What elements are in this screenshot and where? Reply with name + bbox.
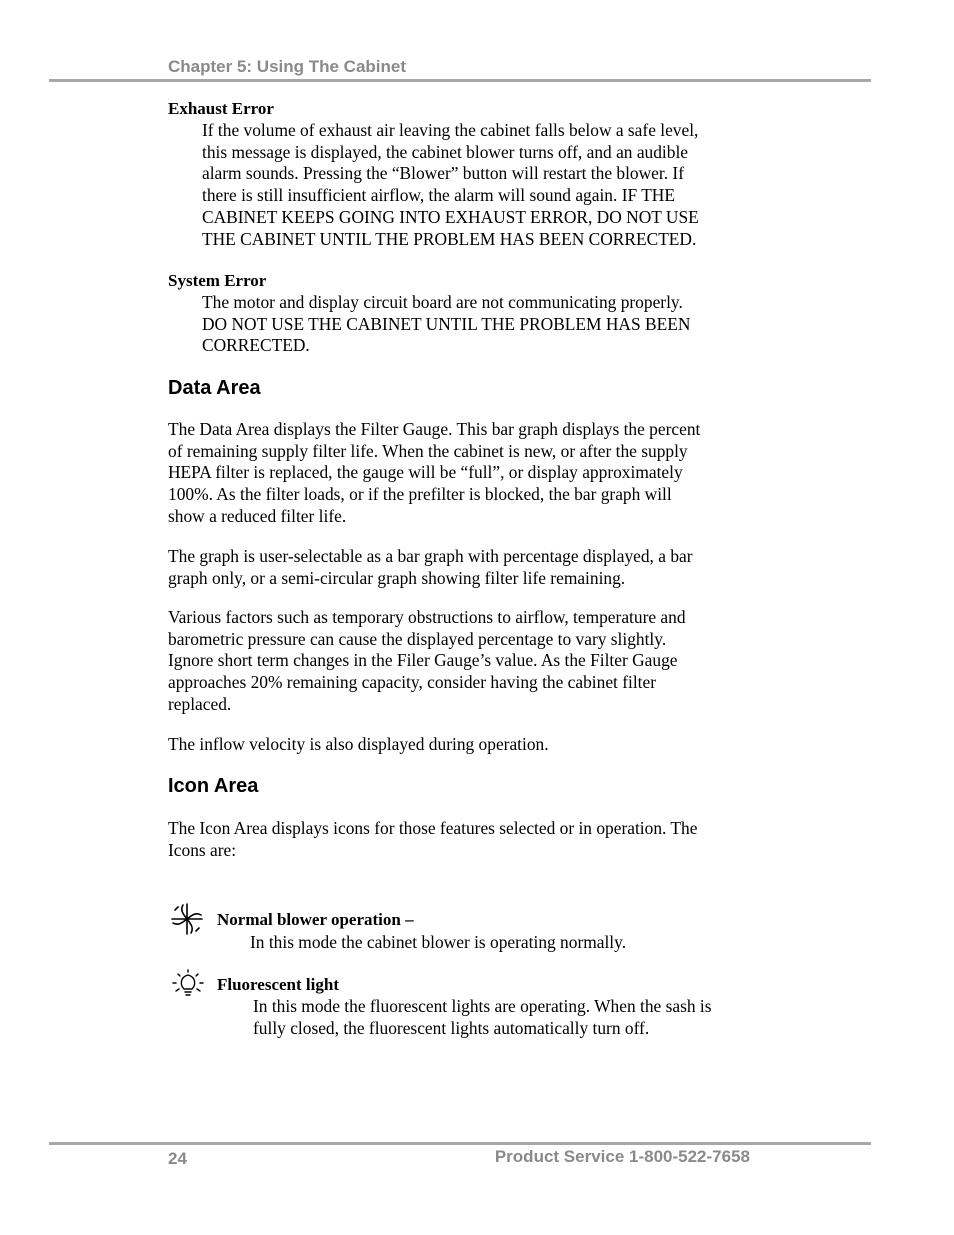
fluorescent-icon-description bbox=[253, 996, 773, 1039]
text-line: graph only, or a semi-circular graph showing filter life remaining. bbox=[168, 567, 626, 588]
data-area-paragraph bbox=[168, 546, 758, 589]
text-line: If the volume of exhaust air leaving the cabinet falls below a safe level, bbox=[202, 120, 699, 140]
text-line: Various factors such as temporary obstructions to airflow, temperature and bbox=[168, 607, 686, 627]
text-line: there is still insufficient airflow, the alarm will sound again. IF THE bbox=[202, 185, 675, 206]
text-line: The motor and display circuit board are not communicating properly. bbox=[202, 292, 683, 312]
text-line: fully closed, the fluorescent lights automatically turn off. bbox=[253, 1017, 650, 1038]
text-line: The inflow velocity is also displayed during operation. bbox=[168, 734, 549, 754]
text-line: replaced. bbox=[168, 693, 232, 714]
text-line: Ignore short term changes in the Filer Gauge’s value. As the Filter Gauge bbox=[168, 650, 678, 671]
fluorescent-icon-label: Fluorescent light bbox=[217, 975, 339, 994]
text-line: The Icon Area displays icons for those features selected or in operation. The bbox=[168, 818, 698, 838]
text-line: THE CABINET UNTIL THE PROBLEM HAS BEEN CORRECTED. bbox=[202, 228, 697, 249]
system-error-title: System Error bbox=[168, 271, 267, 290]
data-area-paragraph bbox=[168, 607, 758, 716]
text-line: In this mode the fluorescent lights are operating. When the sash is bbox=[253, 996, 712, 1016]
icon-area-intro bbox=[168, 818, 758, 861]
header-divider bbox=[49, 79, 871, 82]
page-number: 24 bbox=[168, 1149, 187, 1168]
product-service-line: Product Service 1-800-522-7658 bbox=[494, 1147, 750, 1166]
data-area-heading: Data Area bbox=[168, 377, 261, 399]
text-line: this message is displayed, the cabinet blower turns off, and an audible bbox=[202, 141, 689, 162]
fan-icon bbox=[170, 902, 204, 936]
blower-icon-description bbox=[250, 932, 770, 954]
light-bulb-icon bbox=[172, 969, 206, 999]
text-line: alarm sounds. Pressing the “Blower” button will restart the blower. If bbox=[202, 163, 685, 184]
system-error-description bbox=[202, 292, 762, 357]
text-line: Icons are: bbox=[168, 839, 237, 860]
text-line: HEPA filter is replaced, the gauge will be “full”, or display approximately bbox=[168, 462, 683, 483]
data-area-paragraph bbox=[168, 734, 758, 756]
text-line: of remaining supply filter life. When the cabinet is new, or after the supply bbox=[168, 440, 688, 461]
chapter-title: Chapter 5: Using The Cabinet bbox=[168, 57, 407, 76]
text-line: The graph is user-selectable as a bar graph with percentage displayed, a bar bbox=[168, 546, 693, 566]
exhaust-error-description bbox=[202, 120, 762, 250]
text-line: In this mode the cabinet blower is operating normally. bbox=[250, 932, 627, 952]
text-line: CABINET KEEPS GOING INTO EXHAUST ERROR, DO NOT USE bbox=[202, 206, 699, 227]
exhaust-error-title: Exhaust Error bbox=[168, 99, 274, 118]
text-line: approaches 20% remaining capacity, consider having the cabinet filter bbox=[168, 672, 657, 693]
text-line: DO NOT USE THE CABINET UNTIL THE PROBLEM HAS BEEN bbox=[202, 313, 691, 334]
text-line: 100%. As the filter loads, or if the prefilter is blocked, the bar graph will bbox=[168, 484, 672, 505]
text-line: CORRECTED. bbox=[202, 335, 310, 356]
icon-area-heading: Icon Area bbox=[168, 775, 259, 797]
footer-divider bbox=[49, 1142, 871, 1145]
data-area-paragraph bbox=[168, 419, 758, 528]
text-line: show a reduced filter life. bbox=[168, 505, 347, 526]
text-line: The Data Area displays the Filter Gauge. This bar graph displays the percent bbox=[168, 419, 701, 439]
text-line: barometric pressure can cause the displayed percentage to vary slightly. bbox=[168, 628, 667, 649]
blower-icon-label: Normal blower operation – bbox=[217, 910, 414, 929]
